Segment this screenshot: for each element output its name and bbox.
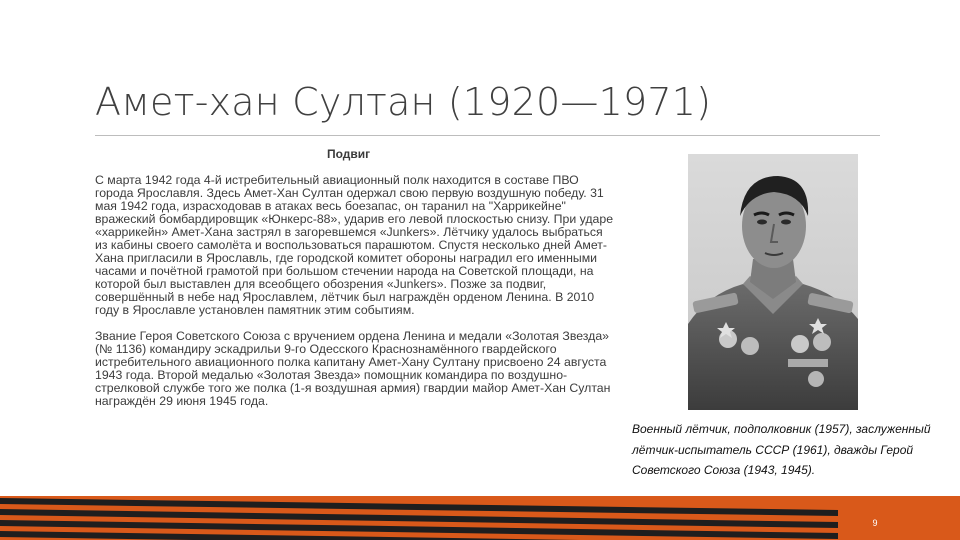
body-paragraph: Звание Героя Советского Союза с вручением ордена Ленина и медали «Золотая Звезда» (№ 1136) командиру эскадрильи 9-го Одесского Краснознамённого гвардейского истребительного авиационного полка капитану Амет-Хану Султану присвоено 24 августа 1943 года. Второй медалью «Золотая Звезда» помощник командира по воздушно-стрелковой службе того же полка (1-я воздушная армия) гвардии майор Амет-Хан Султан награждён 29 июня 1945 года.: [95, 329, 611, 408]
photo-caption: Военный лётчик, подполковник (1957), заслуженный лётчик-испытатель СССР (1961), дважды Герой Советского Союза (1943, 1945).: [632, 422, 931, 477]
body-text: [95, 174, 617, 421]
body-paragraph: С марта 1942 года 4-й истребительный авиационный полк находится в составе ПВО города Ярославля. Здесь Амет-Хан Султан одержал свою первую воздушную победу. 31 мая 1942 года, израсходовав в атаках весь боезапас, он таранил на "Харрикейне" вражеский бомбардировщик «Юнкерс-88», ударив его левой плоскостью снизу. При ударе «харрикейн» Амет-Хана застрял в загоревшемся «Junkers». Лётчику удалось выбраться из кабины своего самолёта и воспользоваться парашютом. Спустя несколько дней Амет-Хана пригласили в Ярославль, где городской комитет обороны наградил его именными часами и почётной грамотой при большом стечении народа на Советской площади, на которой был выставлен для всеобщего обозрения «Junkers». Позже за подвиг, совершённый в небе над Ярославлем, лётчик был награждён орденом Ленина. В 2010 году в Ярославле установлен памятник этим событиям.: [95, 173, 614, 317]
page-number: 9: [872, 518, 878, 528]
section-subheading: Подвиг: [327, 147, 371, 161]
portrait-image: [688, 154, 858, 410]
slide-title: Амет-хан Султан (1920—1971): [95, 80, 712, 124]
portrait-photo: [688, 154, 858, 410]
title-divider: [95, 135, 880, 136]
saint-george-ribbon: [0, 496, 960, 540]
